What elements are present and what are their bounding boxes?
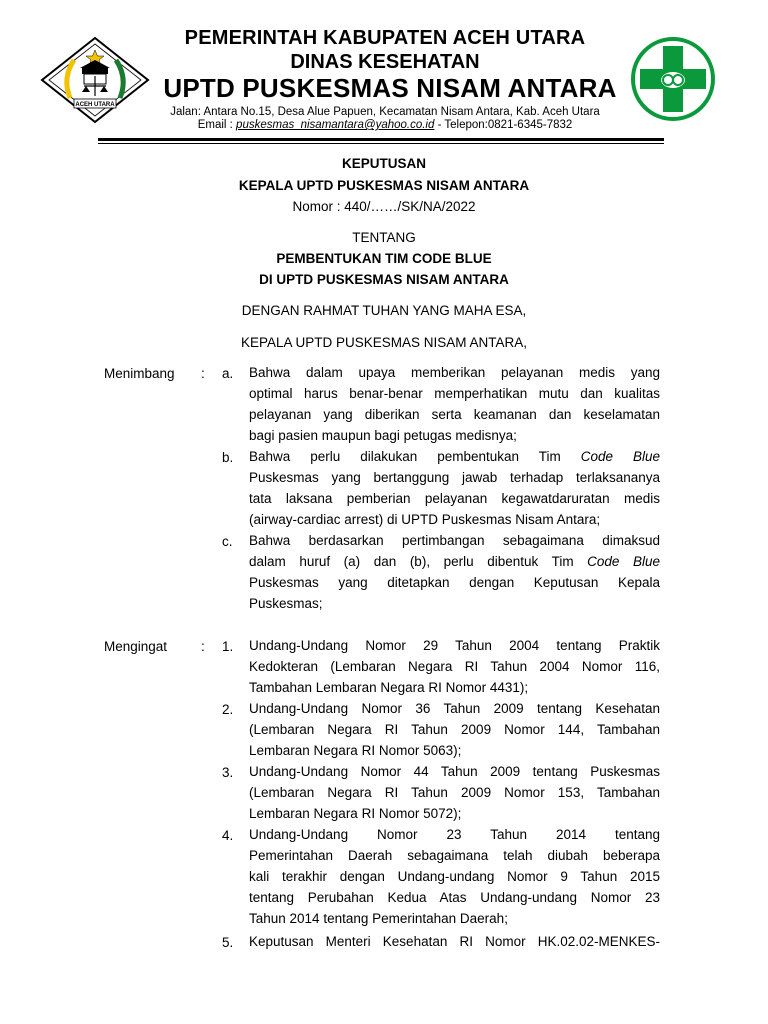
decree-number: Nomor : 440/……/SK/NA/2022 — [292, 199, 476, 214]
mengingat-item-2 — [249, 698, 660, 761]
tentang-label: TENTANG — [352, 230, 416, 245]
item-marker: 3. — [222, 765, 234, 780]
letterhead-rule-thick — [98, 138, 664, 141]
text-line: Keputusan Menteri Kesehatan RI Nomor HK.02.02-MENKES- — [249, 934, 660, 949]
text-segment: Bahwa perlu dilakukan pembentukan Tim — [249, 449, 561, 464]
text-line: Tambahan Lembaran Negara RI Nomor 4431); — [249, 680, 529, 695]
item-marker: 5. — [222, 935, 234, 950]
svg-text:ACEH UTARA: ACEH UTARA — [75, 102, 115, 108]
menimbang-colon: : — [201, 366, 205, 381]
menimbang-label: Menimbang — [104, 366, 175, 381]
text-line: tata laksana pemberian pelayanan kegawatdaruratan medis — [249, 491, 660, 506]
text-line: Puskesmas; — [249, 596, 323, 611]
text-segment: dalam huruf (a) dan (b), perlu dibentuk Tim — [249, 554, 574, 569]
text-line: tentang Perubahan Kedua Atas Undang-undang Nomor 23 — [249, 890, 660, 905]
mengingat-colon: : — [201, 639, 205, 654]
menimbang-item-b — [249, 446, 660, 530]
email-link[interactable]: puskesmas_nisamantara@yahoo.co.id — [236, 119, 435, 131]
text-line: bagi pasien maupun bagi petugas medisnya; — [249, 428, 517, 443]
text-line: Undang-Undang Nomor 29 Tahun 2004 tentang Praktik — [249, 638, 660, 653]
decree-subheading: KEPALA UPTD PUSKESMAS NISAM ANTARA — [238, 178, 530, 193]
text-line: Pemerintahan Daerah sebagaimana telah diubah beberapa — [249, 848, 660, 863]
puskesmas-cross-icon — [630, 36, 716, 122]
text-line — [249, 551, 660, 572]
decree-heading: KEPUTUSAN — [341, 156, 426, 171]
opening-phrase: DENGAN RAHMAT TUHAN YANG MAHA ESA, — [241, 303, 527, 318]
item-marker: b. — [222, 450, 234, 465]
text-line: Kedokteran (Lembaran Negara RI Tahun 2004 Nomor 116, — [249, 659, 660, 674]
text-line: Puskesmas yang ditetapkan dengan Keputusan Kepala — [249, 575, 660, 590]
letterhead-address: Jalan: Antara No.15, Desa Alue Papuen, Kecamatan Nisam Antara, Kab. Aceh Utara — [170, 106, 600, 118]
text-line: Lembaran Negara RI Nomor 5072); — [249, 806, 462, 821]
item-marker: c. — [222, 534, 233, 549]
mengingat-item-4 — [249, 824, 660, 929]
menimbang-item-a — [249, 362, 660, 446]
text-line: Undang-Undang Nomor 44 Tahun 2009 tentang Puskesmas — [249, 764, 660, 779]
text-line: pelayanan yang diberikan serta keamanan dan keselamatan — [249, 407, 660, 422]
text-line — [249, 446, 660, 467]
item-marker: 4. — [222, 828, 234, 843]
text-line: Puskesmas yang bertanggung jawab terhadap terlaksananya — [249, 470, 660, 485]
aceh-utara-emblem-icon — [40, 36, 150, 124]
item-marker: 2. — [222, 702, 234, 717]
letterhead — [0, 0, 768, 150]
letterhead-government: PEMERINTAH KABUPATEN ACEH UTARA — [184, 27, 586, 49]
text-line: Tahun 2014 tentang Pemerintahan Daerah; — [249, 911, 508, 926]
text-line: Undang-Undang Nomor 23 Tahun 2014 tentang — [249, 827, 660, 842]
email-label: Email : — [197, 119, 237, 131]
mengingat-item-5 — [249, 931, 660, 952]
text-line: optimal harus benar-benar memperhatikan mutu dan kualitas — [249, 386, 660, 401]
text-line: Undang-Undang Nomor 36 Tahun 2009 tentang Kesehatan — [249, 701, 660, 716]
text-line: Bahwa dalam upaya memberikan pelayanan medis yang — [249, 365, 660, 380]
text-line: (Lembaran Negara RI Tahun 2009 Nomor 153, Tambahan — [249, 785, 660, 800]
text-line: (airway-cardiac arrest) di UPTD Puskesmas Nisam Antara; — [249, 512, 601, 527]
letterhead-department: DINAS KESEHATAN — [290, 51, 480, 73]
code-blue-term: Code Blue — [587, 554, 660, 569]
phone-text: - Telepon:0821-6345-7832 — [434, 119, 573, 131]
text-line: Bahwa berdasarkan pertimbangan sebagaimana dimaksud — [249, 533, 660, 548]
code-blue-term: Code Blue — [580, 449, 660, 464]
mengingat-item-3 — [249, 761, 660, 824]
authority-phrase: KEPALA UPTD PUSKESMAS NISAM ANTARA, — [240, 335, 528, 350]
letterhead-contact — [140, 119, 630, 131]
text-line: kali terakhir dengan Undang-undang Nomor 9 Tahun 2015 — [249, 869, 660, 884]
letterhead-rule-thin — [98, 143, 664, 144]
mengingat-item-1 — [249, 635, 660, 698]
letterhead-institution: UPTD PUSKESMAS NISAM ANTARA — [163, 73, 617, 103]
decree-subject-2: DI UPTD PUSKESMAS NISAM ANTARA — [259, 272, 509, 287]
item-marker: a. — [222, 366, 234, 381]
decree-subject-1: PEMBENTUKAN TIM CODE BLUE — [276, 251, 492, 266]
item-marker: 1. — [222, 639, 234, 654]
text-line: Lembaran Negara RI Nomor 5063); — [249, 743, 462, 758]
menimbang-item-c — [249, 530, 660, 614]
text-line: (Lembaran Negara RI Tahun 2009 Nomor 144, Tambahan — [249, 722, 660, 737]
mengingat-label: Mengingat — [104, 639, 168, 654]
